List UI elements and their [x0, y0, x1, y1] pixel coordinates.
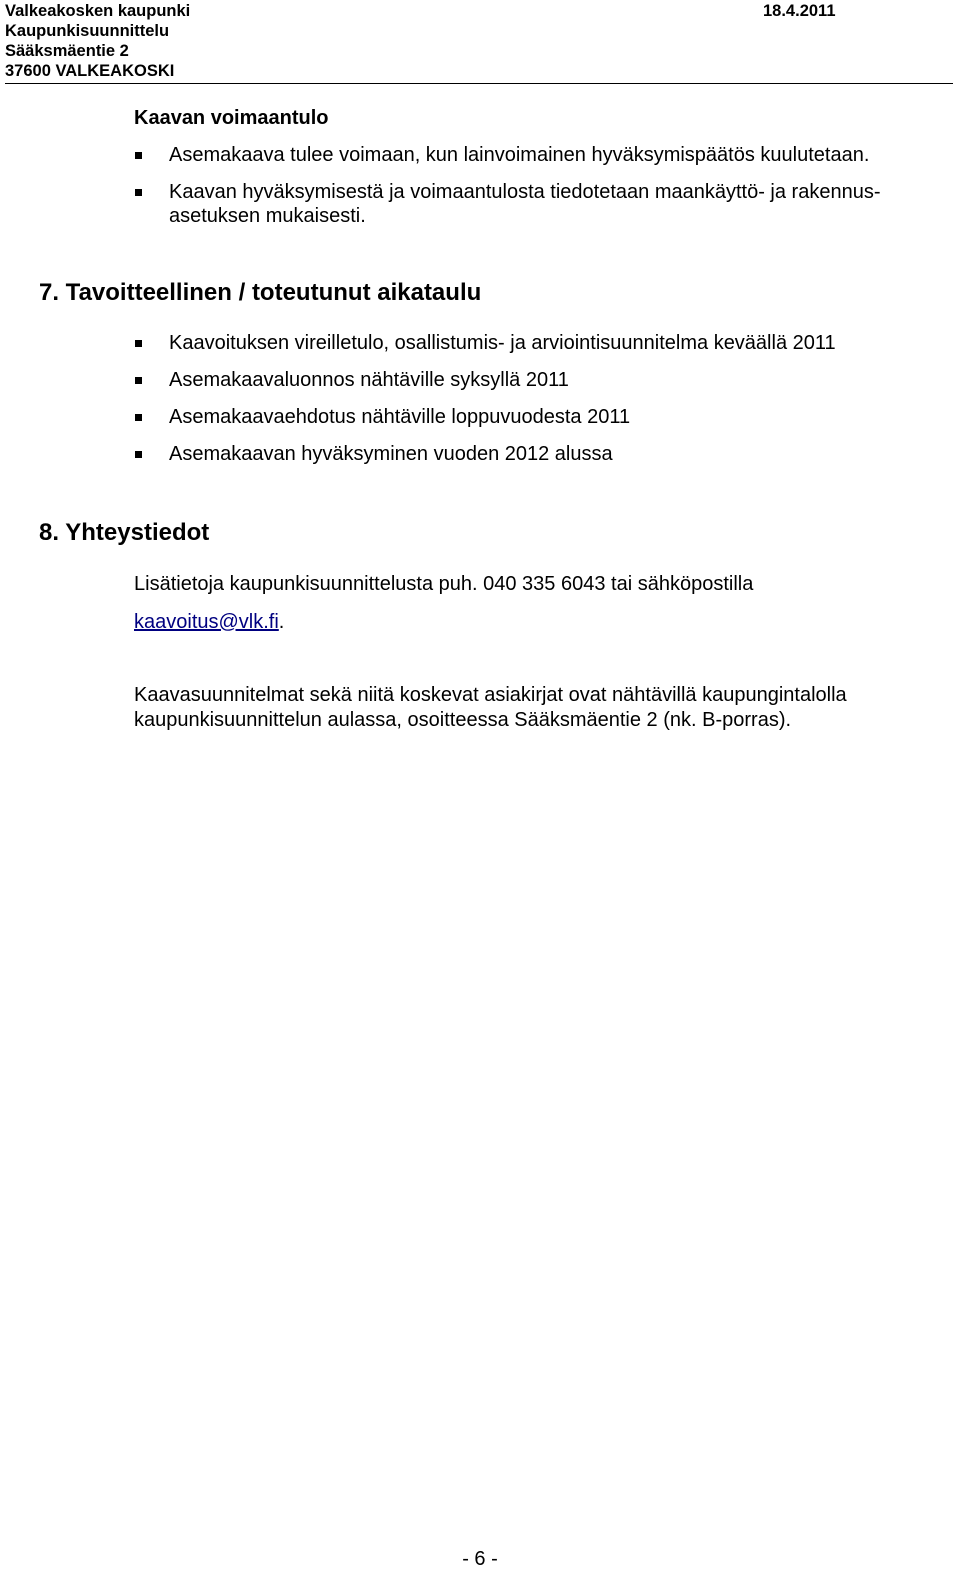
- aikataulu-bullet-1: Kaavoituksen vireilletulo, osallistumis- ja arviointisuunnitelma keväällä 2011: [169, 332, 836, 354]
- aikataulu-heading: 7. Tavoitteellinen / toteutunut aikataulu: [39, 279, 482, 306]
- header-street: Sääksmäentie 2: [5, 42, 129, 60]
- aikataulu-bullet-2: Asemakaavaluonnos nähtäville syksyllä 2011: [169, 369, 569, 391]
- yhteystiedot-heading: 8. Yhteystiedot: [39, 519, 210, 546]
- voimaantulo-heading: Kaavan voimaantulo: [134, 107, 329, 129]
- bullet-icon: [135, 189, 142, 196]
- header-date: 18.4.2011: [763, 2, 836, 20]
- header-city: 37600 VALKEAKOSKI: [5, 62, 175, 80]
- bullet-icon: [135, 451, 142, 458]
- yhteystiedot-paragraph-line-2: kaupunkisuunnittelun aulassa, osoitteessa Sääksmäentie 2 (nk. B-porras).: [134, 709, 792, 731]
- yhteystiedot-email-line: [134, 610, 284, 634]
- email-suffix: .: [278, 611, 285, 633]
- page-number: - 6 -: [462, 1548, 498, 1570]
- aikataulu-bullet-4: Asemakaavan hyväksyminen vuoden 2012 alussa: [169, 443, 613, 465]
- voimaantulo-bullet-2: Kaavan hyväksymisestä ja voimaantulosta tiedotetaan maankäyttö- ja rakennus-: [169, 181, 881, 203]
- aikataulu-bullet-3: Asemakaavaehdotus nähtäville loppuvuodesta 2011: [169, 406, 631, 428]
- yhteystiedot-paragraph-line-1: Kaavasuunnitelmat sekä niitä koskevat asiakirjat ovat nähtävillä kaupungintalolla: [134, 684, 847, 706]
- header-divider: [5, 83, 953, 84]
- bullet-icon: [135, 414, 142, 421]
- bullet-icon: [135, 340, 142, 347]
- bullet-icon: [135, 152, 142, 159]
- voimaantulo-bullet-2-cont: asetuksen mukaisesti.: [169, 205, 366, 227]
- email-link[interactable]: kaavoitus@vlk.fi: [134, 611, 279, 633]
- header-department: Kaupunkisuunnittelu: [5, 22, 170, 40]
- header-organization: Valkeakosken kaupunki: [5, 2, 191, 20]
- voimaantulo-bullet-1: Asemakaava tulee voimaan, kun lainvoimainen hyväksymispäätös kuulutetaan.: [169, 144, 870, 166]
- yhteystiedot-phone-line: Lisätietoja kaupunkisuunnittelusta puh. 040 335 6043 tai sähköpostilla: [134, 573, 754, 595]
- bullet-icon: [135, 377, 142, 384]
